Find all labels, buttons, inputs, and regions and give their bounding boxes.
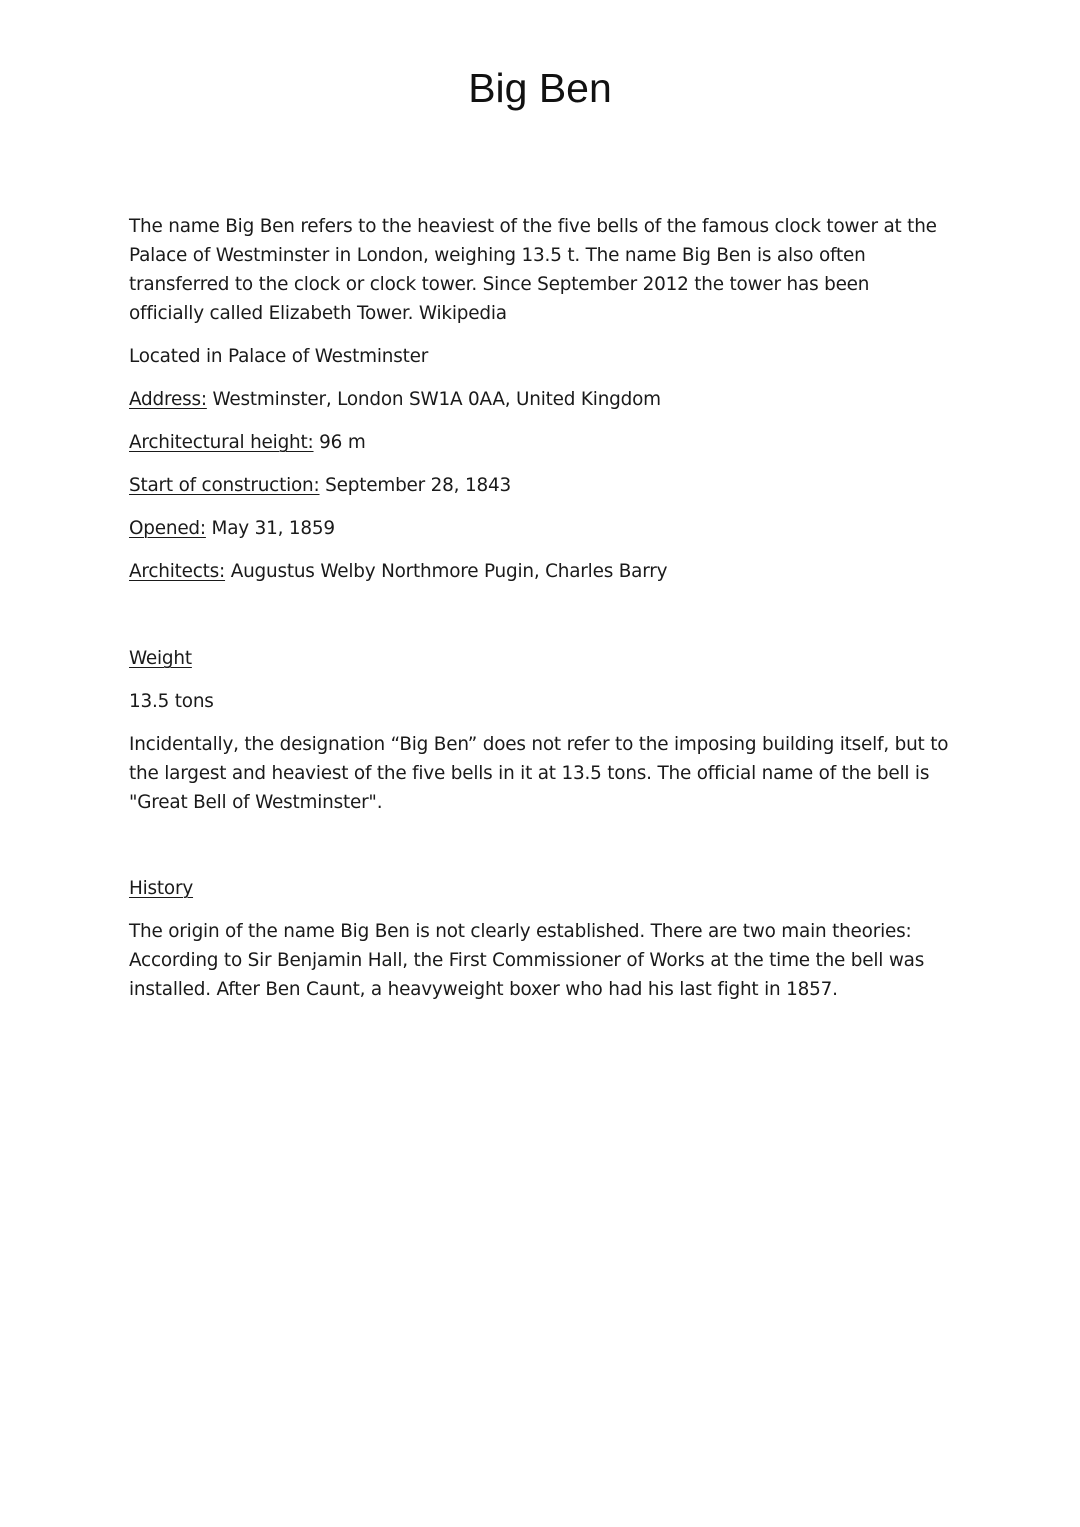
history-heading [129, 874, 949, 903]
address-line [129, 385, 949, 414]
architects-value: Augustus Welby Northmore Pugin, Charles Barry [225, 561, 668, 582]
history-heading-text: History [129, 878, 194, 899]
address-label: Address: [129, 389, 207, 410]
opened-value: May 31, 1859 [205, 518, 335, 539]
height-line [129, 428, 949, 457]
opened-line [129, 514, 949, 543]
opened-label: Opened: [129, 518, 206, 539]
address-value: Westminster, London SW1A 0AA, United Kingdom [206, 389, 661, 410]
construction-label: Start of construction: [129, 475, 320, 496]
architects-line [129, 557, 949, 586]
location-line: Located in Palace of Westminster [129, 346, 429, 367]
weight-heading-text: Weight [129, 648, 192, 669]
weight-heading [129, 644, 949, 673]
weight-value: 13.5 tons [129, 691, 214, 712]
height-value: 96 m [313, 432, 366, 453]
architects-label: Architects: [129, 561, 226, 582]
history-paragraph: The origin of the name Big Ben is not clearly established. There are two main theories: According to Sir Benjamin Hall, the First Commissioner of Works at the time the bell was installed. After Ben Caunt, a heavyweight boxer who had his last fight in 1857. [129, 921, 925, 1000]
height-label: Architectural height: [129, 432, 314, 453]
weight-paragraph: Incidentally, the designation “Big Ben” does not refer to the imposing building itself, but to the largest and heaviest of the five bells in it at 13.5 tons. The official name of the bell is "Great Bell of Westminster". [129, 734, 949, 813]
intro-paragraph: The name Big Ben refers to the heaviest of the five bells of the famous clock tower at the Palace of Westminster in London, weighing 13.5 t. The name Big Ben is also often transferred to the clock or clock tower. Since September 2012 the tower has been officially called Elizabeth Tower. Wikipedia [129, 216, 937, 324]
page-title: Big Ben [468, 65, 612, 111]
construction-value: September 28, 1843 [319, 475, 511, 496]
construction-line [129, 471, 949, 500]
